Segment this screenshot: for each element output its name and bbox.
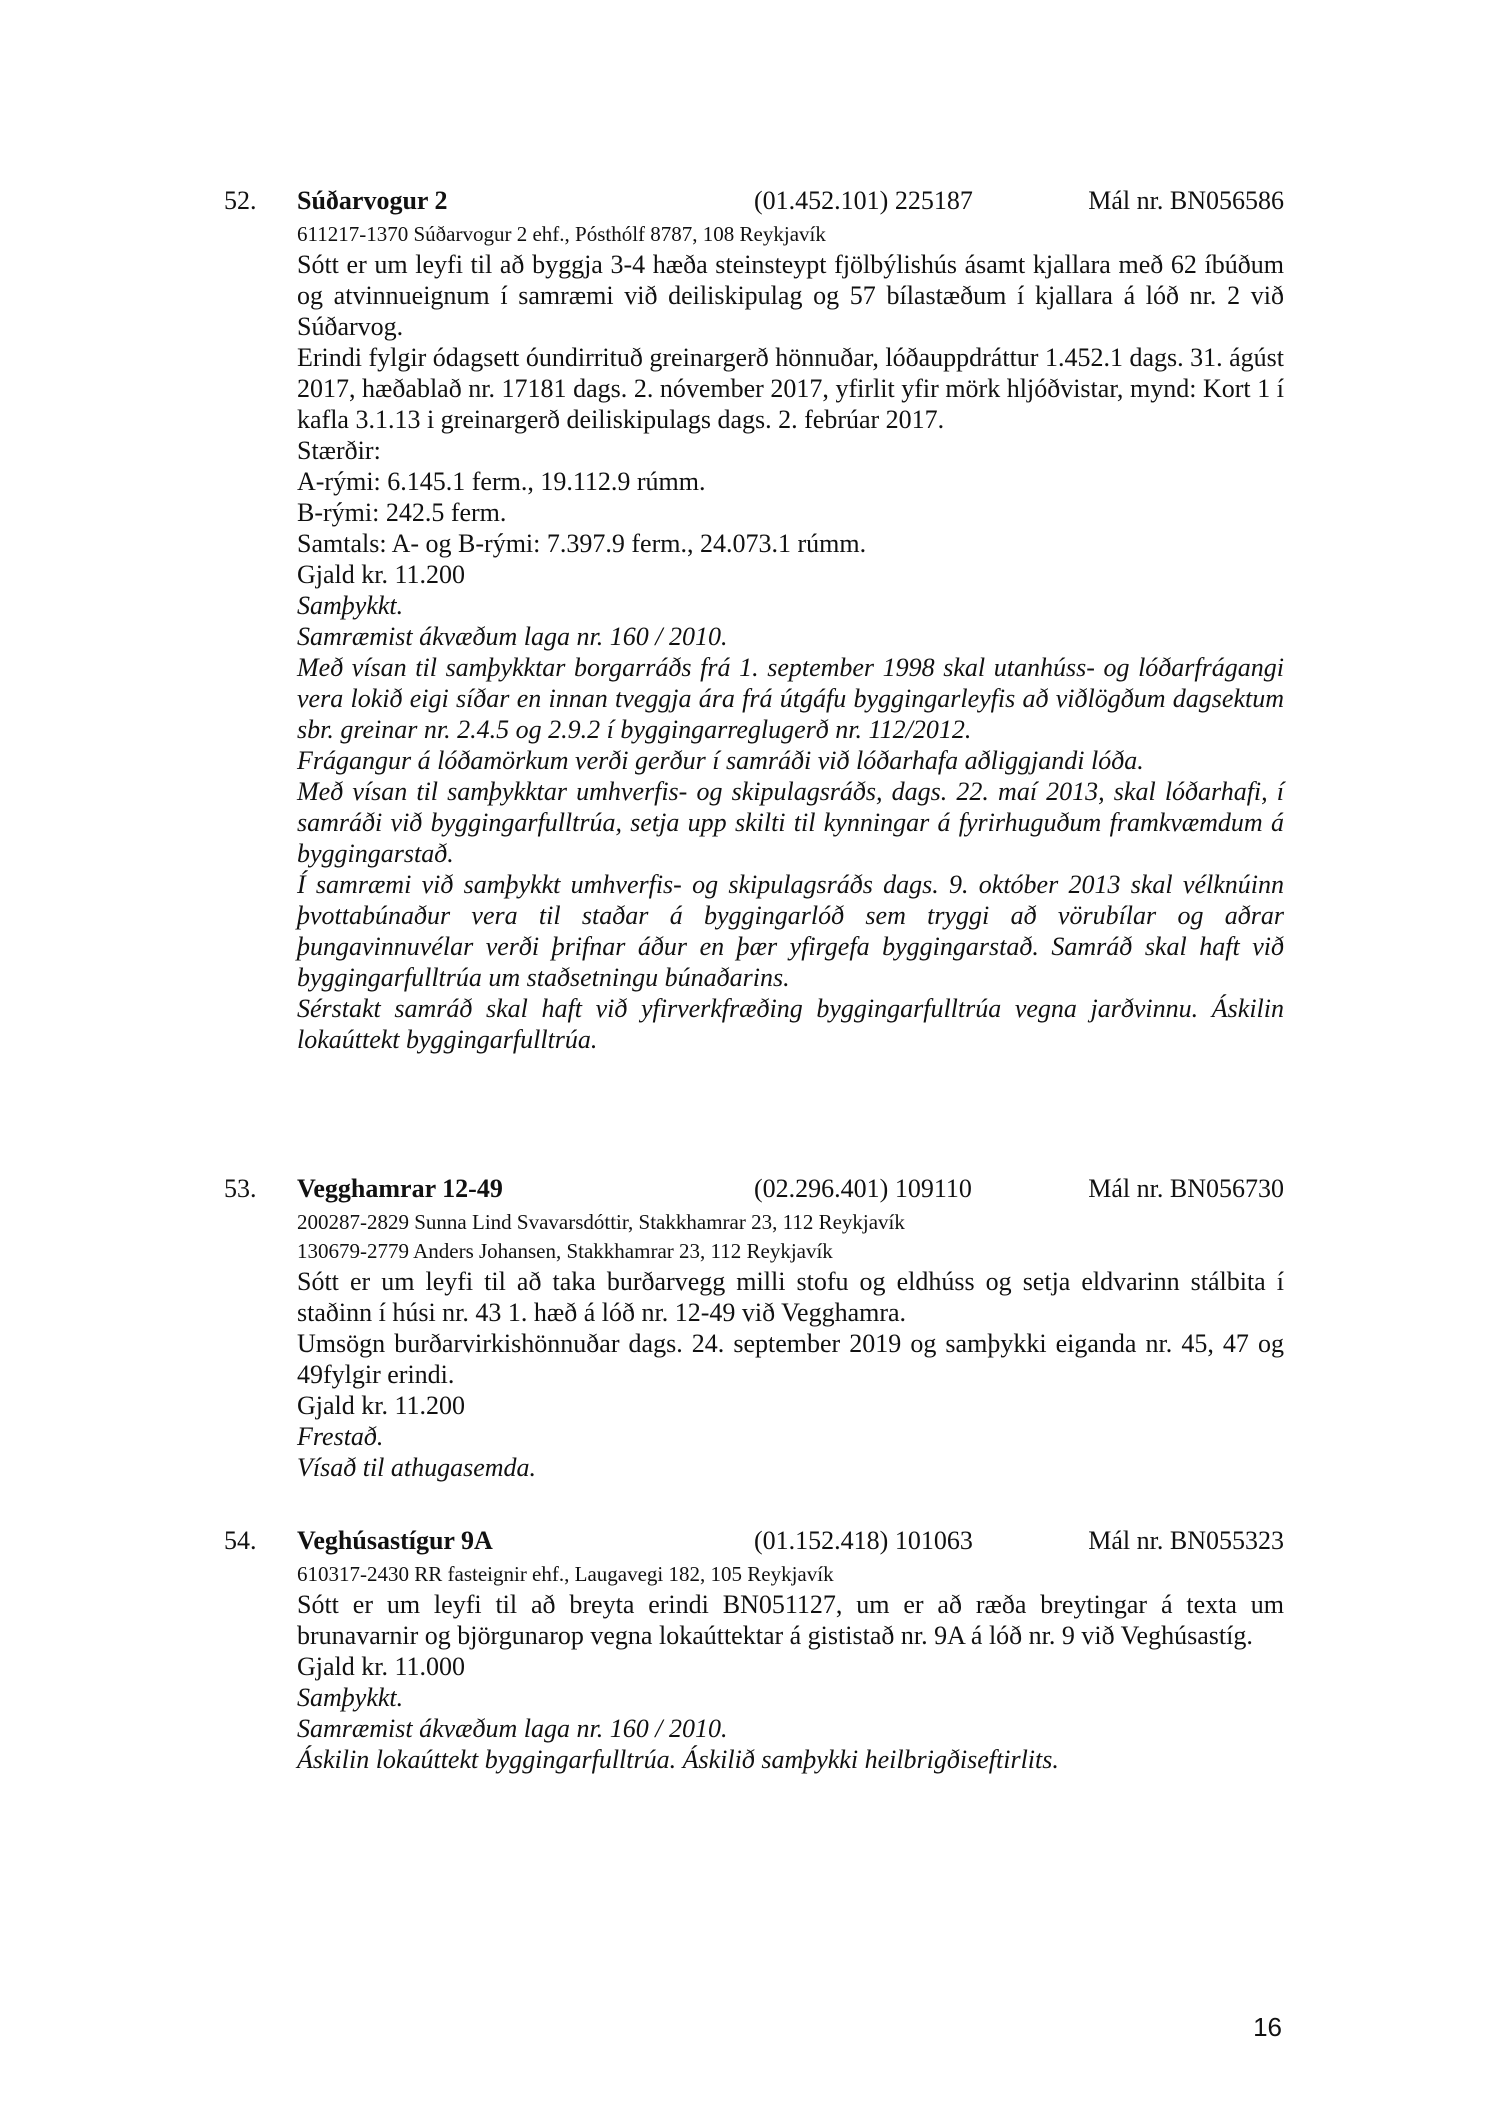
decision-line: Með vísan til samþykktar borgarráðs frá 1. september 1998 skal utanhúss- og lóðarfrágangi vera lokið eigi síðar en innan tveggja ára frá útgáfu byggingarleyfis að viðlögðum dagsektum sbr. greinar nr. 2.4.5 og 2.9.2 í byggingarreglugerð nr. 112/2012. xyxy=(297,653,1284,744)
size-line: Samtals: A- og B-rými: 7.397.9 ferm., 24.073.1 rúmm. xyxy=(297,529,867,558)
application-description: Sótt er um leyfi til að taka burðarvegg milli stofu og eldhúss og setja eldvarinn stálbita í staðinn í húsi nr. 43 1. hæð á lóð nr. 12-49 við Vegghamra. xyxy=(297,1267,1284,1327)
decision-line: Sérstakt samráð skal haft við yfirverkfræðing byggingarfulltrúa vegna jarðvinnu. Áskilin lokaúttekt byggingarfulltrúa. xyxy=(297,994,1284,1054)
case-reference: Mál nr. BN056730 xyxy=(1088,1174,1284,1203)
case-header xyxy=(224,182,1284,220)
case-address: Súðarvogur 2 xyxy=(297,186,448,215)
size-line: B-rými: 242.5 ferm. xyxy=(297,498,507,527)
sizes-label: Stærðir: xyxy=(297,436,381,465)
attachments-note: Erindi fylgir ódagsett óundirrituð greinargerð hönnuðar, lóðauppdráttur 1.452.1 dags. 31. ágúst 2017, hæðablað nr. 17181 dags. 2. nóvember 2017, yfirlit yfir mörk hljóðvistar, mynd: Kort 1 í kafla 3.1.13 i greinargerð deiliskipulags dags. 2. febrúar 2017. xyxy=(297,343,1284,434)
property-code: (01.152.418) 101063 xyxy=(754,1526,973,1555)
case-number: 52. xyxy=(224,186,257,215)
decision-line: Samræmist ákvæðum laga nr. 160 / 2010. xyxy=(297,622,728,651)
decision-line: Samþykkt. xyxy=(297,591,404,620)
case-header xyxy=(224,1522,1284,1560)
decision-line: Vísað til athugasemda. xyxy=(297,1453,537,1482)
case-body xyxy=(297,1560,1284,1775)
application-description: Sótt er um leyfi til að byggja 3-4 hæða steinsteypt fjölbýlishús ásamt kjallara með 62 íbúðum og atvinnueignum í samræmi við deiliskipulag og 57 bílastæðum í kjallara á lóð nr. 2 við Súðarvog. xyxy=(297,250,1284,341)
case-number: 53. xyxy=(224,1174,257,1203)
decision-line: Áskilin lokaúttekt byggingarfulltrúa. Áskilið samþykki heilbrigðiseftirlits. xyxy=(297,1745,1059,1774)
owner-line: 200287-2829 Sunna Lind Svavarsdóttir, Stakkhamrar 23, 112 Reykjavík xyxy=(297,1210,905,1234)
size-line: A-rými: 6.145.1 ferm., 19.112.9 rúmm. xyxy=(297,467,706,496)
fee: Gjald kr. 11.200 xyxy=(297,1391,466,1420)
case-address: Vegghamrar 12-49 xyxy=(297,1174,503,1203)
case-52 xyxy=(224,182,1284,1055)
case-reference: Mál nr. BN055323 xyxy=(1088,1526,1284,1555)
property-code: (02.296.401) 109110 xyxy=(754,1174,972,1203)
decision-line: Frágangur á lóðamörkum verði gerður í samráði við lóðarhafa aðliggjandi lóða. xyxy=(297,746,1144,775)
case-body xyxy=(297,220,1284,1055)
fee: Gjald kr. 11.200 xyxy=(297,560,466,589)
case-body xyxy=(297,1208,1284,1483)
fee: Gjald kr. 11.000 xyxy=(297,1652,466,1681)
attachments-note: Umsögn burðarvirkishönnuðar dags. 24. september 2019 og samþykki eiganda nr. 45, 47 og 49fylgir erindi. xyxy=(297,1329,1284,1389)
case-54 xyxy=(224,1522,1284,1775)
property-code: (01.452.101) 225187 xyxy=(754,186,973,215)
page-number: 16 xyxy=(1253,2012,1282,2042)
case-address: Veghúsastígur 9A xyxy=(297,1526,493,1555)
decision-line: Samþykkt. xyxy=(297,1683,404,1712)
decision-line: Með vísan til samþykktar umhverfis- og skipulagsráðs, dags. 22. maí 2013, skal lóðarhafi, í samráði við byggingarfulltrúa, setja upp skilti til kynningar á fyrirhuguðum framkvæmdum á byggingarstað. xyxy=(297,777,1284,868)
case-number: 54. xyxy=(224,1526,257,1555)
decision-line: Frestað. xyxy=(297,1422,384,1451)
owner-line: 610317-2430 RR fasteignir ehf., Laugavegi 182, 105 Reykjavík xyxy=(297,1562,834,1586)
application-description: Sótt er um leyfi til að breyta erindi BN051127, um er að ræða breytingar á texta um brunavarnir og björgunarop vegna lokaúttektar á gististað nr. 9A á lóð nr. 9 við Veghúsastíg. xyxy=(297,1590,1284,1650)
case-header xyxy=(224,1170,1284,1208)
decision-line: Í samræmi við samþykkt umhverfis- og skipulagsráðs dags. 9. október 2013 skal vélknúinn þvottabúnaður vera til staðar á byggingarlóð sem tryggi að vörubílar og aðrar þungavinnuvélar verði þrifnar áður en þær yfirgefa byggingarstað. Samráð skal haft við byggingarfulltrúa um staðsetningu búnaðarins. xyxy=(297,870,1284,992)
decision-line: Samræmist ákvæðum laga nr. 160 / 2010. xyxy=(297,1714,728,1743)
case-reference: Mál nr. BN056586 xyxy=(1088,186,1284,215)
owner-line: 611217-1370 Súðarvogur 2 ehf., Pósthólf 8787, 108 Reykjavík xyxy=(297,222,826,246)
case-53 xyxy=(224,1170,1284,1483)
owner-line: 130679-2779 Anders Johansen, Stakkhamrar 23, 112 Reykjavík xyxy=(297,1239,833,1263)
